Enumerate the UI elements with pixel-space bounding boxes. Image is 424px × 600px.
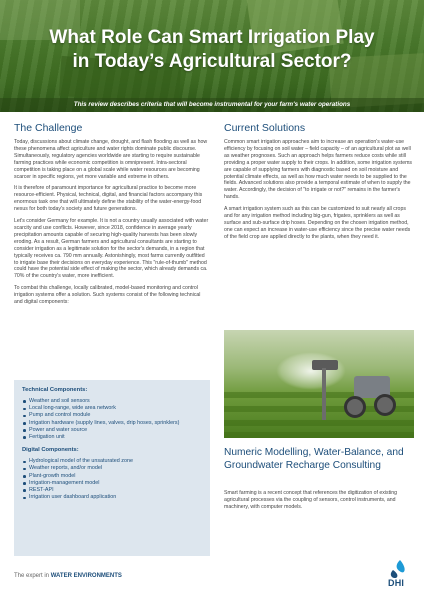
list-item: Plant-growth model [22,473,202,480]
technical-components-list [22,398,202,441]
irrigation-photo [224,330,414,438]
challenge-heading: The Challenge [14,122,83,134]
challenge-paragraph: Let's consider Germany for example. It is not a country usually associated with water scarcity and use conflicts. However, since 2018, confidence in average yearly precipitation amounts capable of securing high-quality harvests has been slowly eroding. As a result, German farmers and agricultural consultants are starting to consider irrigation as a legitimate solution for the sector's demands, in a region that typically receives ca. 790 mm annually. Astonishingly, most farms currently outfitted to irrigate base their decisions on everyday experience. This "rule-of-thumb" method could have the potential side effect of making the sector, which already demands ca. 70% of the country's water, more inefficient. [14,218,209,280]
title-line-2: in Today’s Agricultural Sector? [72,51,352,72]
list-item: Irrigation user dashboard application [22,494,202,501]
solutions-paragraph: A smart irrigation system such as this can be customized to suit nearly all crops and for any irrigation method including big-gun, frigates, sprinklers as well as surface and sub-surface drip hoses. Depending on the chosen irrigation method, one can expect an increase in water-use efficiency since the precise water needs of the field crop are applied directly to the plants, when they need it. [224,206,411,240]
tagline-prefix: The expert in [14,573,50,579]
left-column [14,122,210,311]
components-box [14,380,210,556]
list-item: Irrigation-management model [22,480,202,487]
solutions-paragraph: Common smart irrigation approaches aim to increase an operation's water-use efficiency by focusing on soil water – field capacity – of an agricultural plot as well as weather prognoses. Such an approach helps farmers reduce costs while still providing a proper water supply to their crops. In addition, some irrigation systems are capable of supplying farmers with diagnostic based on soil moisture and potential climate effects, as well as how much water needs to be supplied to the fields. Advanced solutions also provide a temporal estimate of when to supply the water. Accordingly, the decision of "to irrigate or not?" remains in the farmer's hands. [224,139,412,201]
list-item: Fertigation unit [22,434,202,441]
numeric-section [224,446,420,476]
crop-row [224,432,414,438]
sprinkler-pole [322,368,326,420]
numeric-modelling-heading: Numeric Modelling, Water-Balance, and Groundwater Recharge Consulting [224,447,404,471]
page-title [0,26,424,74]
hero-banner [0,0,424,112]
tagline-emphasis: WATER ENVIRONMENTS [50,573,122,579]
numeric-paragraph: Smart farming is a recent concept that references the digitization of existing agricultural processes via the coupling of sensors, control instruments, and machinery, with computer models. [224,490,398,510]
digital-components-heading: Digital Components: [22,447,79,454]
wheel [344,396,366,418]
list-item: REST-API [22,487,202,494]
water-spray [276,352,346,390]
dhi-logo-text: DHI [388,578,405,588]
challenge-paragraph: Today, discussions about climate change, drought, and flash flooding as well as how these phenomena affect agriculture and water rights dominate public discourse. Simultaneously, regulatory agencies worldwide are starting to require sustainable farming practices while economic competition is omnipresent. Intra-sectoral competition is taking place on a global scale while water resources are becoming scarcer in specific regions, yet more variable and extreme in others. [14,139,208,180]
list-item: Hydrological model of the unsaturated zone [22,458,202,465]
numeric-section-body [224,490,414,516]
list-item: Pump and control module [22,412,202,419]
wheel [374,394,396,416]
list-item: Weather reports, and/or model [22,465,202,472]
subtitle: This review describes criteria that will become instrumental for your farm's water operations [0,98,424,112]
current-solutions-heading: Current Solutions [224,122,306,134]
crop-row [224,420,414,426]
technical-components-heading: Technical Components: [22,387,88,393]
digital-components-list [22,458,202,501]
footer-tagline [14,573,122,579]
title-line-1: What Role Can Smart Irrigation Play [49,27,375,48]
list-item: Local long-range, wide area network [22,405,202,412]
list-item: Power and water source [22,427,202,434]
list-item: Irrigation hardware (supply lines, valves, drip hoses, sprinklers) [22,420,202,427]
challenge-paragraph: To combat this challenge, locally calibrated, model-based monitoring and control irrigation systems offer a solution. Such systems consist of the following technical and digital components: [14,285,201,306]
challenge-paragraph: It is therefore of paramount importance for agricultural practice to become more resource-efficient. Physical, technical, digital, and financial factors accompany this enormous task one that will ultimately define the stability of the water-energy-food nexus for both today's society and future generations. [14,185,203,213]
right-column [224,122,414,246]
list-item: Weather and soil sensors [22,398,202,405]
